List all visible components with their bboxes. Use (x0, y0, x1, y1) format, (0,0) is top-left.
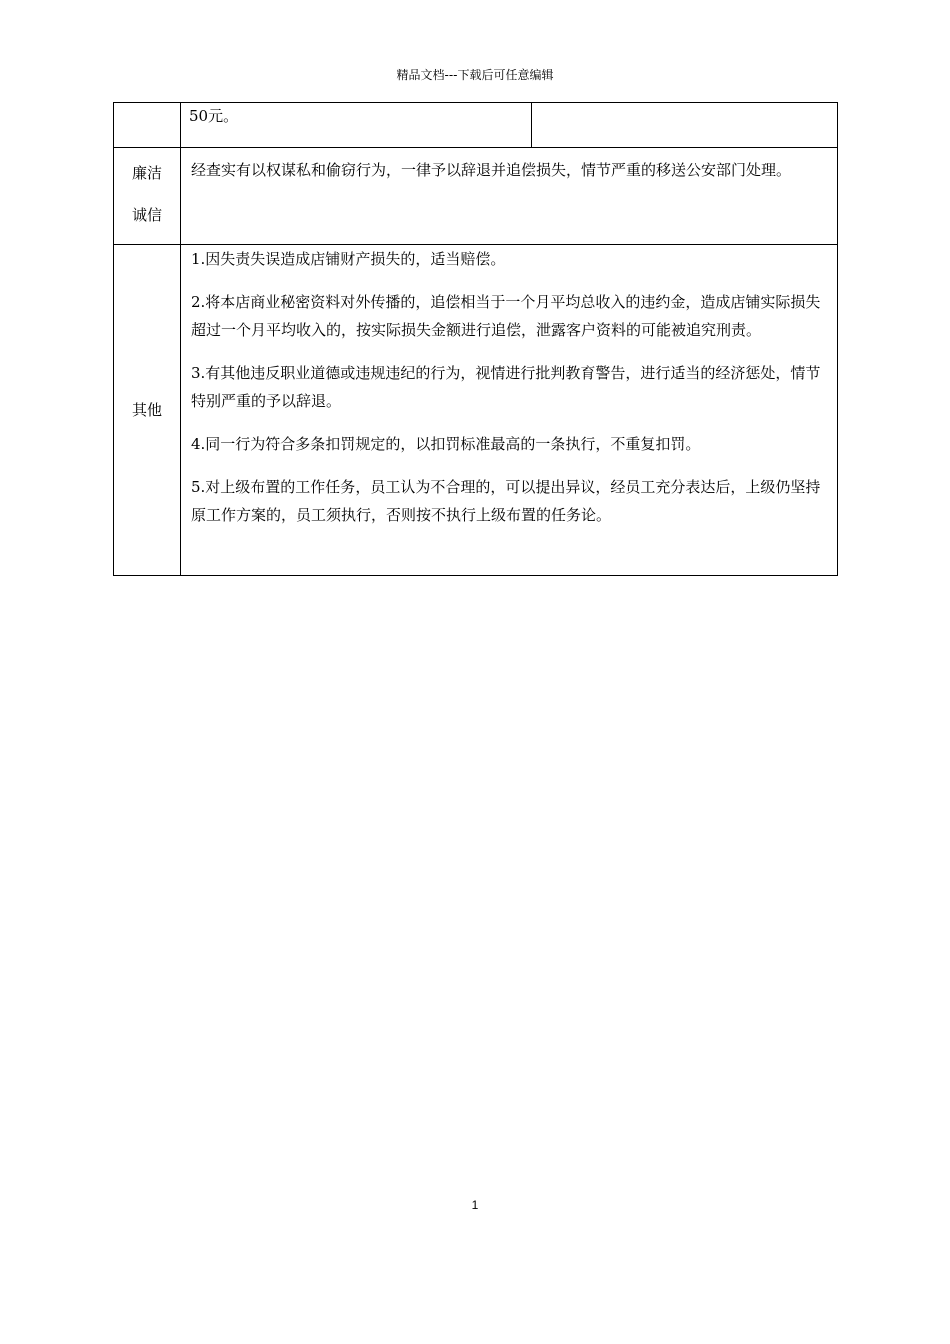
label-line: 诚信 (131, 206, 162, 224)
table-row (114, 245, 838, 576)
row-content-integrity: 经查实有以权谋私和偷窃行为，一律予以辞退并追偿损失，情节严重的移送公安部门处理。 (181, 148, 838, 245)
row-content-other (181, 245, 838, 576)
rule-item: 3.有其他违反职业道德或违规违纪的行为，视情进行批判教育警告，进行适当的经济惩处，情节特别严重的予以辞退。 (191, 364, 821, 410)
rule-item: 4.同一行为符合多条扣罚规定的，以扣罚标准最高的一条执行，不重复扣罚。 (191, 435, 701, 453)
rule-item: 1.因失责失误造成店铺财产损失的，适当赔偿。 (191, 250, 506, 268)
rules-table (113, 102, 838, 576)
row-label-empty (114, 103, 181, 148)
page-number: 1 (471, 1198, 479, 1212)
rule-item: 2.将本店商业秘密资料对外传播的，追偿相当于一个月平均总收入的违约金，造成店铺实际损失超过一个月平均收入的，按实际损失金额进行追偿，泄露客户资料的可能被追究刑责。 (191, 293, 821, 339)
page-header: 精品文档---下载后可任意编辑 (396, 68, 554, 82)
rule-item: 5.对上级布置的工作任务，员工认为不合理的，可以提出异议，经员工充分表达后，上级仍坚持原工作方案的，员工须执行，否则按不执行上级布置的任务论。 (191, 478, 821, 524)
row-label-other: 其他 (114, 245, 181, 576)
row-right-empty (532, 103, 838, 148)
row-label-integrity (114, 148, 181, 245)
table-row (114, 148, 838, 245)
label-line: 廉洁 (131, 164, 162, 182)
row-content-penalty-amount: 50元。 (181, 103, 532, 148)
table-row (114, 103, 838, 148)
